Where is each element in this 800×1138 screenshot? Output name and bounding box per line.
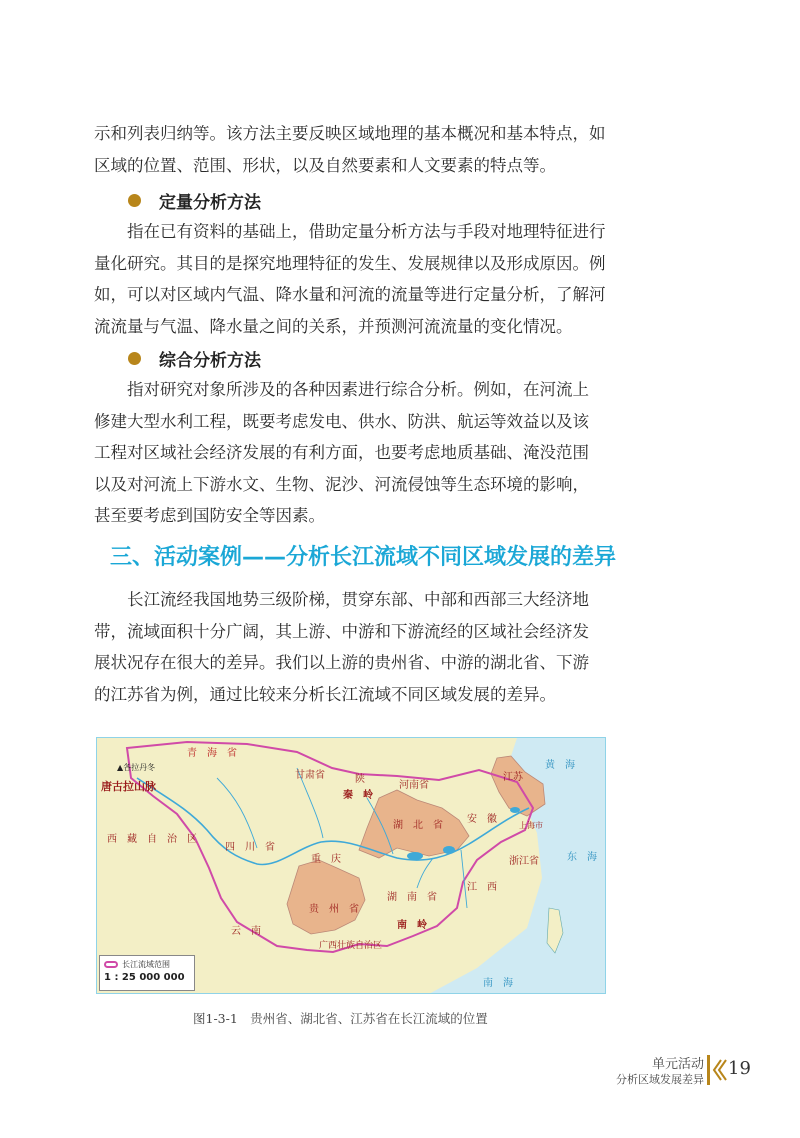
label-anhui: 安 徽 <box>467 814 497 825</box>
poyang-lake <box>443 846 455 854</box>
quantitative-heading <box>128 188 261 213</box>
comprehensive-paragraph <box>94 374 614 532</box>
comprehensive-heading <box>128 346 261 371</box>
label-tanggula: 唐古拉山脉 <box>101 780 156 793</box>
dongting-lake <box>407 852 423 860</box>
label-yunnan: 云 南 <box>231 926 261 937</box>
intro-line: 示和列表归纳等。该方法主要反映区域地理的基本概况和基本特点，如 <box>94 124 606 143</box>
comprehensive-line: 甚至要考虑到国防安全等因素。 <box>94 506 325 525</box>
map-legend <box>99 955 195 991</box>
map-scale: 1 : 25 000 000 <box>104 972 185 983</box>
quantitative-paragraph <box>94 216 614 342</box>
label-south-sea: 南 海 <box>483 978 513 989</box>
comprehensive-line: 以及对河流上下游水文、生物、泥沙、河流侵蚀等生态环境的影响， <box>94 474 589 494</box>
quantitative-line: 量化研究。其目的是探究地理特征的发生、发展规律以及形成原因。例 <box>94 253 606 273</box>
quantitative-line: 如，可以对区域内气温、降水量和河流的流量等进行定量分析，了解河 <box>94 285 606 304</box>
intro-line: 区域的位置、范围、形状，以及自然要素和人文要素的特点等。 <box>94 155 556 175</box>
comprehensive-line: 工程对区域社会经济发展的有利方面，也要考虑地质基础、淹没范围 <box>94 443 589 462</box>
case-line: 展状况存在很大的差异。我们以上游的贵州省、中游的湖北省、下游 <box>94 653 589 672</box>
label-chongqing: 重 庆 <box>311 854 341 865</box>
comprehensive-line: 修建大型水利工程，既要考虑发电、供水、防洪、航运等效益以及该 <box>94 411 589 431</box>
label-jiangsu: 江苏 <box>503 772 523 783</box>
label-yellow-sea: 黄 海 <box>545 760 575 771</box>
footer-unit-title: 单元活动 <box>651 1057 704 1072</box>
label-henan: 河南省 <box>399 780 429 791</box>
label-shaanxi: 陕 <box>355 774 365 785</box>
footer-subtitle: 分析区域发展差异 <box>616 1073 704 1086</box>
legend-label: 长江流域范围 <box>122 960 170 969</box>
label-shanghai: 上海市 <box>519 821 543 830</box>
case-line: 长江流经我国地势三级阶梯，贯穿东部、中部和西部三大经济地 <box>94 590 589 609</box>
bullet-icon <box>128 194 141 207</box>
label-nanling: 南 岭 <box>397 920 427 931</box>
label-east-sea: 东 海 <box>567 852 597 863</box>
page-number: 19 <box>728 1058 751 1079</box>
comprehensive-line: 指对研究对象所涉及的各种因素进行综合分析。例如，在河流上 <box>94 380 589 399</box>
label-guangxi: 广西壮族自治区 <box>319 941 383 951</box>
figure-caption: 图1-3-1 贵州省、湖北省、江苏省在长江流域的位置 <box>193 1011 488 1026</box>
label-zhejiang: 浙江省 <box>509 856 539 867</box>
label-qinghai: 青 海 省 <box>187 748 237 759</box>
footer-chevron-icon <box>707 1055 727 1085</box>
taihu-lake <box>510 807 520 813</box>
label-sichuan: 四 川 省 <box>225 842 275 853</box>
section-title: 三、活动案例——分析长江流域不同区域发展的差异 <box>110 545 617 570</box>
label-hunan: 湖 南 省 <box>387 892 437 903</box>
quantitative-line: 指在已有资料的基础上，借助定量分析方法与手段对地理特征进行 <box>94 222 606 241</box>
label-gansu: 甘肃省 <box>295 770 325 781</box>
case-line: 带，流域面积十分广阔，其上游、中游和下游流经的区域社会经济发 <box>94 621 589 641</box>
yangtze-basin-map <box>96 737 606 994</box>
label-hubei: 湖 北 省 <box>393 820 443 831</box>
bullet-icon <box>128 352 141 365</box>
label-tibet: 西 藏 自 治 区 <box>107 834 197 845</box>
case-paragraph <box>94 584 614 710</box>
comprehensive-heading-text: 综合分析方法 <box>159 351 261 371</box>
label-qinling: 秦 岭 <box>343 790 373 801</box>
case-line: 的江苏省为例，通过比较来分析长江流域不同区域发展的差异。 <box>94 684 556 704</box>
label-jiangxi: 江 西 <box>467 882 497 893</box>
intro-paragraph <box>94 118 614 181</box>
quantitative-heading-text: 定量分析方法 <box>159 193 261 213</box>
basin-swatch-icon <box>104 961 118 968</box>
quantitative-line: 流流量与气温、降水量之间的关系，并预测河流流量的变化情况。 <box>94 316 573 336</box>
label-guizhou: 贵 州 省 <box>309 904 359 915</box>
label-peak: ▲各拉丹冬 <box>117 763 156 772</box>
